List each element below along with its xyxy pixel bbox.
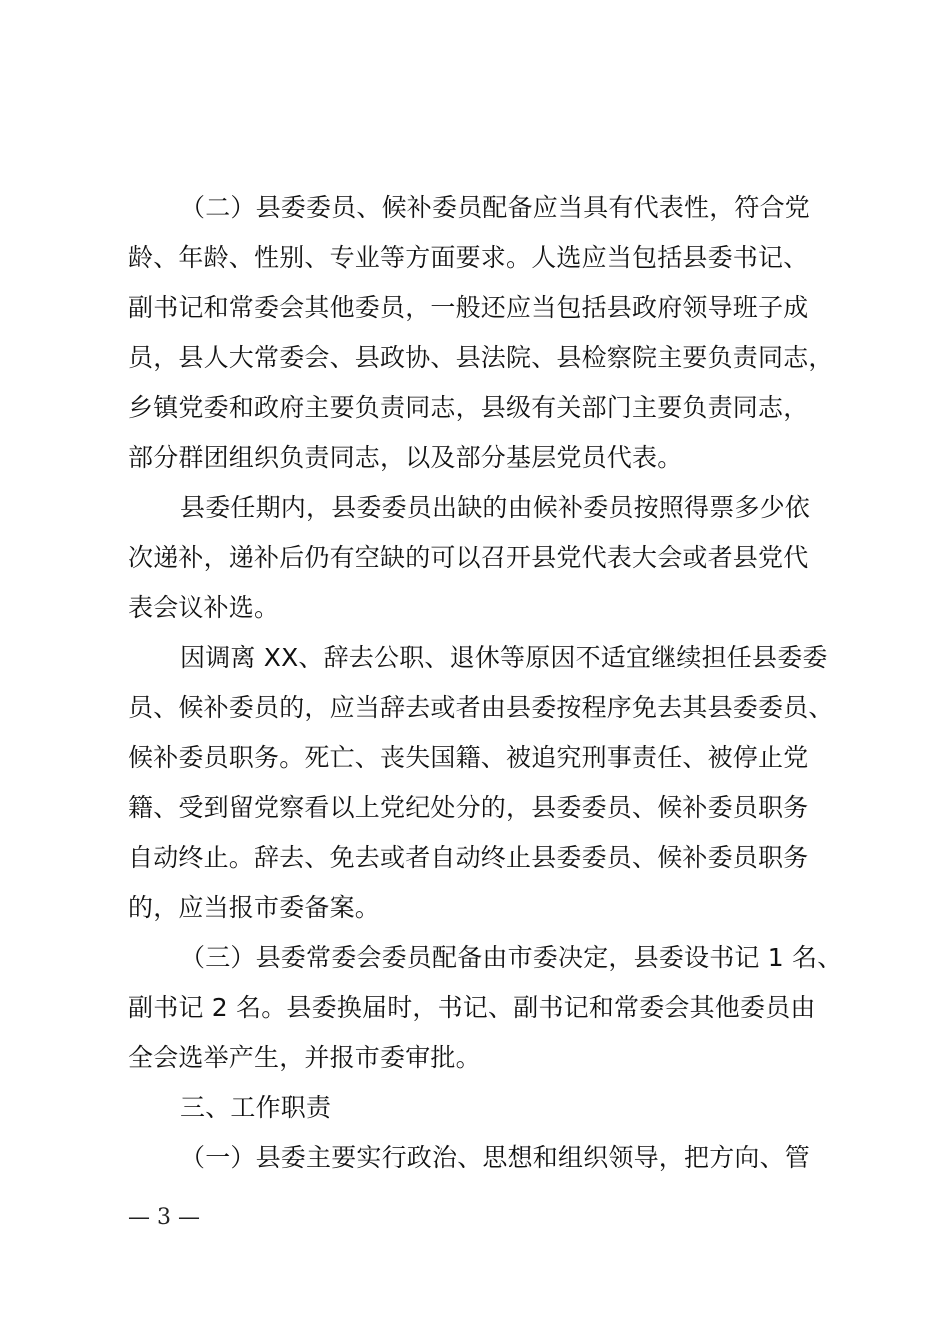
text-line: 员、候补委员的，应当辞去或者由县委按程序免去其县委委员、: [128, 693, 834, 722]
text-line: 全会选举产生，并报市委审批。: [128, 1043, 481, 1072]
text-line: 龄、年龄、性别、专业等方面要求。人选应当包括县委书记、: [128, 243, 809, 272]
paragraph-vacancy-fill: [128, 483, 858, 633]
text-line: 县委任期内，县委委员出缺的由候补委员按照得票多少依: [180, 493, 811, 522]
text-line: 副书记和常委会其他委员，一般还应当包括县政府领导班子成: [128, 293, 809, 322]
page-number: — 3 —: [128, 1205, 200, 1230]
paragraph-section-2-3: [128, 933, 858, 1083]
text-line: 的，应当报市委备案。: [128, 893, 381, 922]
paragraph-section-3-1: [128, 1133, 858, 1183]
text-line: 因调离 XX、辞去公职、退休等原因不适宜继续担任县委委: [180, 643, 828, 672]
text-line: 副书记 2 名。县委换届时，书记、副书记和常委会其他委员由: [128, 993, 816, 1022]
text-line: 表会议补选。: [128, 593, 280, 622]
text-line: 乡镇党委和政府主要负责同志，县级有关部门主要负责同志，: [128, 393, 809, 422]
document-body: [128, 183, 858, 1183]
text-line: 候补委员职务。死亡、丧失国籍、被追究刑事责任、被停止党: [128, 743, 809, 772]
text-line: （三）县委常委会委员配备由市委决定，县委设书记 1 名、: [180, 943, 843, 972]
text-line: （二）县委委员、候补委员配备应当具有代表性，符合党: [180, 193, 811, 222]
paragraph-resignation: [128, 633, 858, 933]
paragraph-section-2-2: [128, 183, 858, 483]
text-line: （一）县委主要实行政治、思想和组织领导，把方向、管: [180, 1143, 811, 1172]
heading-text: 三、工作职责: [180, 1093, 332, 1122]
text-line: 次递补，递补后仍有空缺的可以召开县党代表大会或者县党代: [128, 543, 809, 572]
section-heading-work-duties: [128, 1083, 858, 1133]
text-line: 部分群团组织负责同志，以及部分基层党员代表。: [128, 443, 683, 472]
text-line: 员，县人大常委会、县政协、县法院、县检察院主要负责同志，: [128, 343, 834, 372]
text-line: 籍、受到留党察看以上党纪处分的，县委委员、候补委员职务: [128, 793, 809, 822]
text-line: 自动终止。辞去、免去或者自动终止县委委员、候补委员职务: [128, 843, 809, 872]
